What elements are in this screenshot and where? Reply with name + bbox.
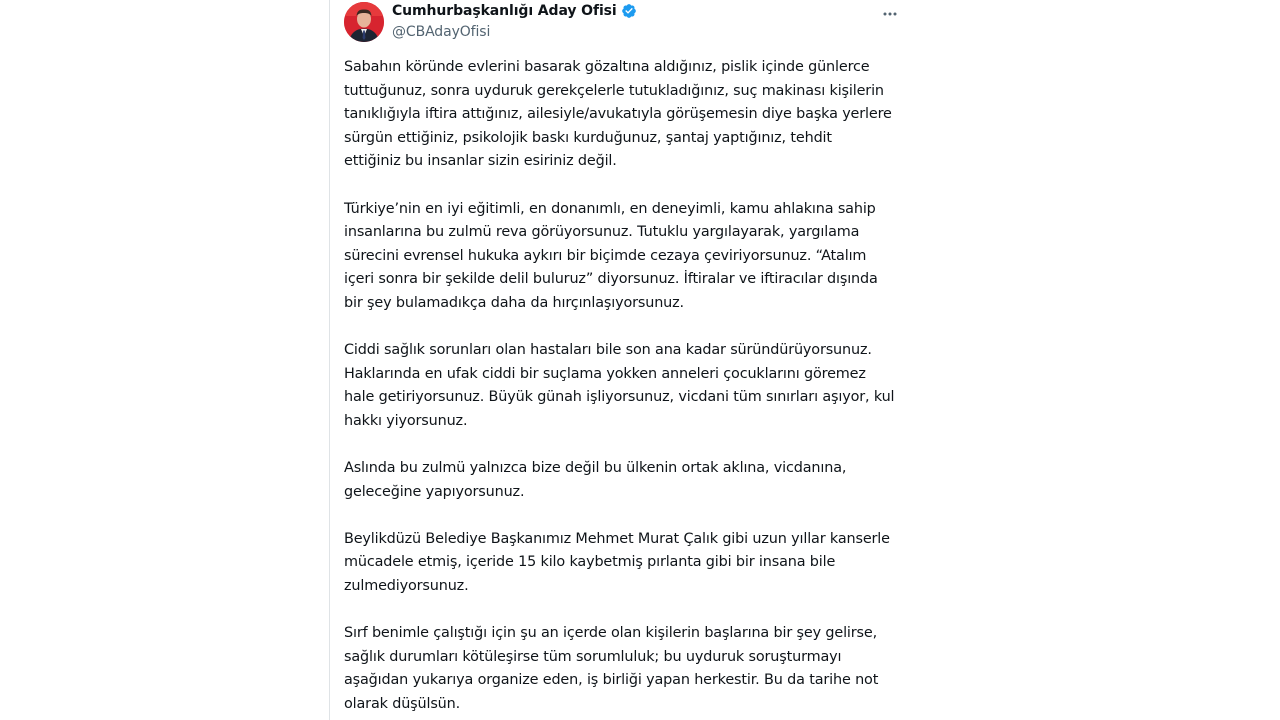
tweet-paragraph xyxy=(344,528,900,599)
text-line: tanıklığıyla iftira attığınız, ailesiyle/avukatıyla görüşemesin diye başka yerlere xyxy=(344,106,892,123)
text-line: Sırf benimle çalıştığı için şu an içerde olan kişilerin başlarına bir şey gelirse, xyxy=(344,625,878,642)
text-line: Aslında bu zulmü yalnızca bize değil bu ülkenin ortak aklına, vicdanına, xyxy=(344,460,847,477)
text-line: sağlık durumları kötüleşirse tüm sorumluluk; bu uyduruk soruşturmayı xyxy=(344,648,842,665)
text-line: hakkı yiyorsunuz. xyxy=(344,412,468,429)
tweet-card xyxy=(329,0,900,720)
text-line: zulmediyorsunuz. xyxy=(344,578,469,595)
tweet-header xyxy=(344,2,900,44)
verified-badge-icon xyxy=(621,3,637,19)
name-row xyxy=(392,3,637,19)
tweet-paragraph xyxy=(344,622,900,716)
tweet-text xyxy=(344,56,900,720)
text-line: insanlarına bu zulmü reva görüyorsunuz. Tutuklu yargılayarak, yargılama xyxy=(344,224,860,241)
text-line: tuttuğunuz, sonra uyduruk gerekçelerle tutukladığınız, suç makinası kişilerin xyxy=(344,82,884,99)
tweet-paragraph xyxy=(344,56,900,174)
text-line: ettiğiniz bu insanlar sizin esiriniz değil. xyxy=(344,153,617,170)
text-line: Haklarında en ufak ciddi bir suçlama yokken anneleri çocuklarını göremez xyxy=(344,365,866,382)
text-line: Türkiye’nin en iyi eğitimli, en donanımlı, en deneyimli, kamu ahlakına sahip xyxy=(344,200,876,217)
text-line: hale getiriyorsunuz. Büyük günah işliyorsunuz, vicdani tüm sınırları aşıyor, kul xyxy=(344,389,895,406)
profile-avatar[interactable] xyxy=(344,2,384,42)
display-name[interactable]: Cumhurbaşkanlığı Aday Ofisi xyxy=(392,3,617,19)
tweet-paragraph xyxy=(344,339,900,433)
text-line: bir şey bulamadıkça daha da hırçınlaşıyorsunuz. xyxy=(344,294,684,311)
tweet-paragraph xyxy=(344,198,900,316)
text-line: Beylikdüzü Belediye Başkanımız Mehmet Murat Çalık gibi uzun yıllar kanserle xyxy=(344,530,890,547)
text-line: içeri sonra bir şekilde delil buluruz” diyorsunuz. İftiralar ve iftiracılar dışında xyxy=(344,271,878,288)
text-line: sürgün ettiğiniz, psikolojik baskı kurduğunuz, şantaj yaptığınız, tehdit xyxy=(344,129,832,146)
text-line: geleceğine yapıyorsunuz. xyxy=(344,483,525,500)
more-options-icon[interactable] xyxy=(880,4,900,24)
text-line: aşağıdan yukarıya organize eden, iş birliği yapan herkestir. Bu da tarihe not xyxy=(344,672,879,689)
tweet-paragraph xyxy=(344,457,900,504)
text-line: mücadele etmiş, içeride 15 kilo kaybetmiş pırlanta gibi bir insana bile xyxy=(344,554,836,571)
user-handle[interactable]: @CBAdayOfisi xyxy=(392,24,491,40)
text-line: olarak düşülsün. xyxy=(344,696,461,713)
avatar-image xyxy=(344,2,384,42)
text-line: sürecini evrensel hukuka aykırı bir biçimde cezaya çeviriyorsunuz. “Atalım xyxy=(344,247,867,264)
text-line: Sabahın köründe evlerini basarak gözaltına aldığınız, pislik içinde günlerce xyxy=(344,59,870,75)
text-line: Ciddi sağlık sorunları olan hastaları bile son ana kadar süründürüyorsunuz. xyxy=(344,342,872,359)
